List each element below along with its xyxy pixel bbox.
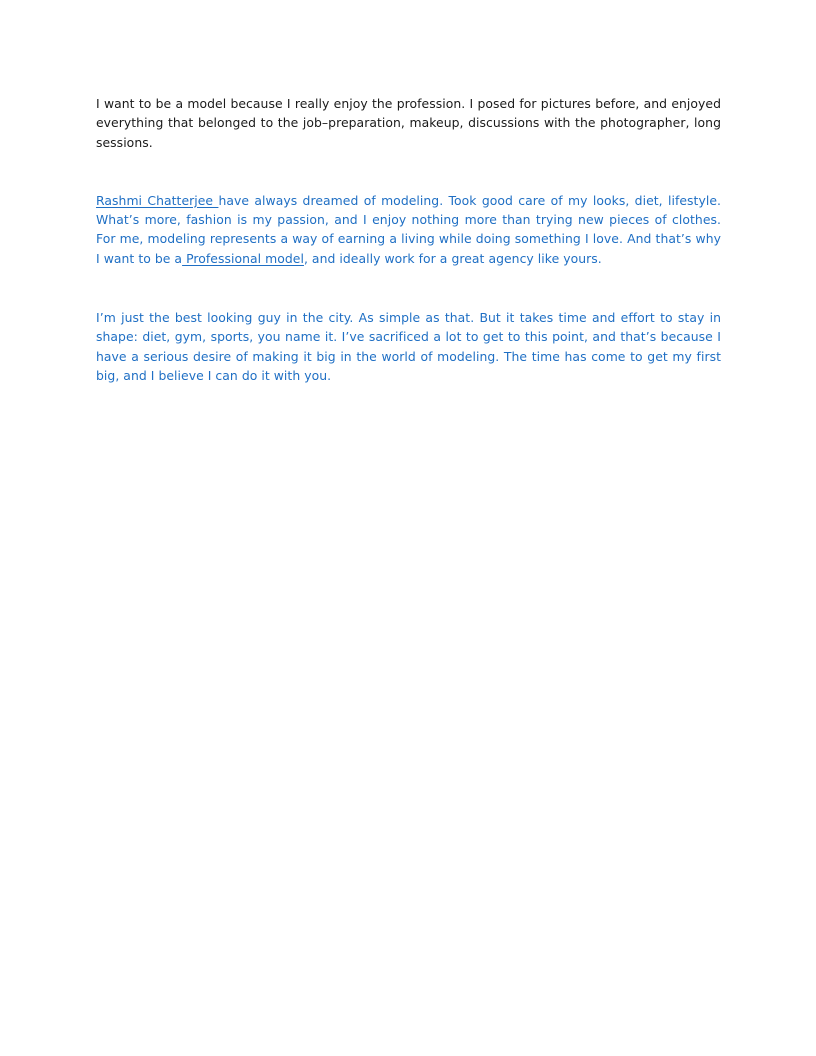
applicant-name: Rashmi Chatterjee	[96, 192, 219, 208]
paragraph-spacer	[96, 268, 721, 308]
paragraph-about-text-2: , and ideally work for a great agency like yours.	[303, 250, 602, 266]
profession-label: Professional model	[182, 250, 304, 266]
paragraph-about	[96, 191, 721, 268]
paragraph-closing: I’m just the best looking guy in the city. As simple as that. But it takes time and effort to stay in shape: diet, gym, sports, you name it. I’ve sacrificed a lot to get to this point, and that’s because I have a serious desire of making it big in the world of modeling. The time has come to get my first big, and I believe I can do it with you.	[96, 310, 721, 383]
paragraph-about-text-1: have always dreamed of modeling. Took good care of my looks, diet, lifestyle. What’s more, fashion is my passion, and I enjoy nothing more than trying new pieces of clothes. For me, modeling represents a way of earning a living while doing something I love. And that’s why I want to be a	[96, 192, 721, 266]
paragraph-spacer	[96, 152, 721, 191]
document-body	[96, 94, 721, 385]
paragraph-intro: I want to be a model because I really enjoy the profession. I posed for pictures before, and enjoyed everything that belonged to the job–preparation, makeup, discussions with the photographer, long sessions.	[96, 96, 721, 150]
